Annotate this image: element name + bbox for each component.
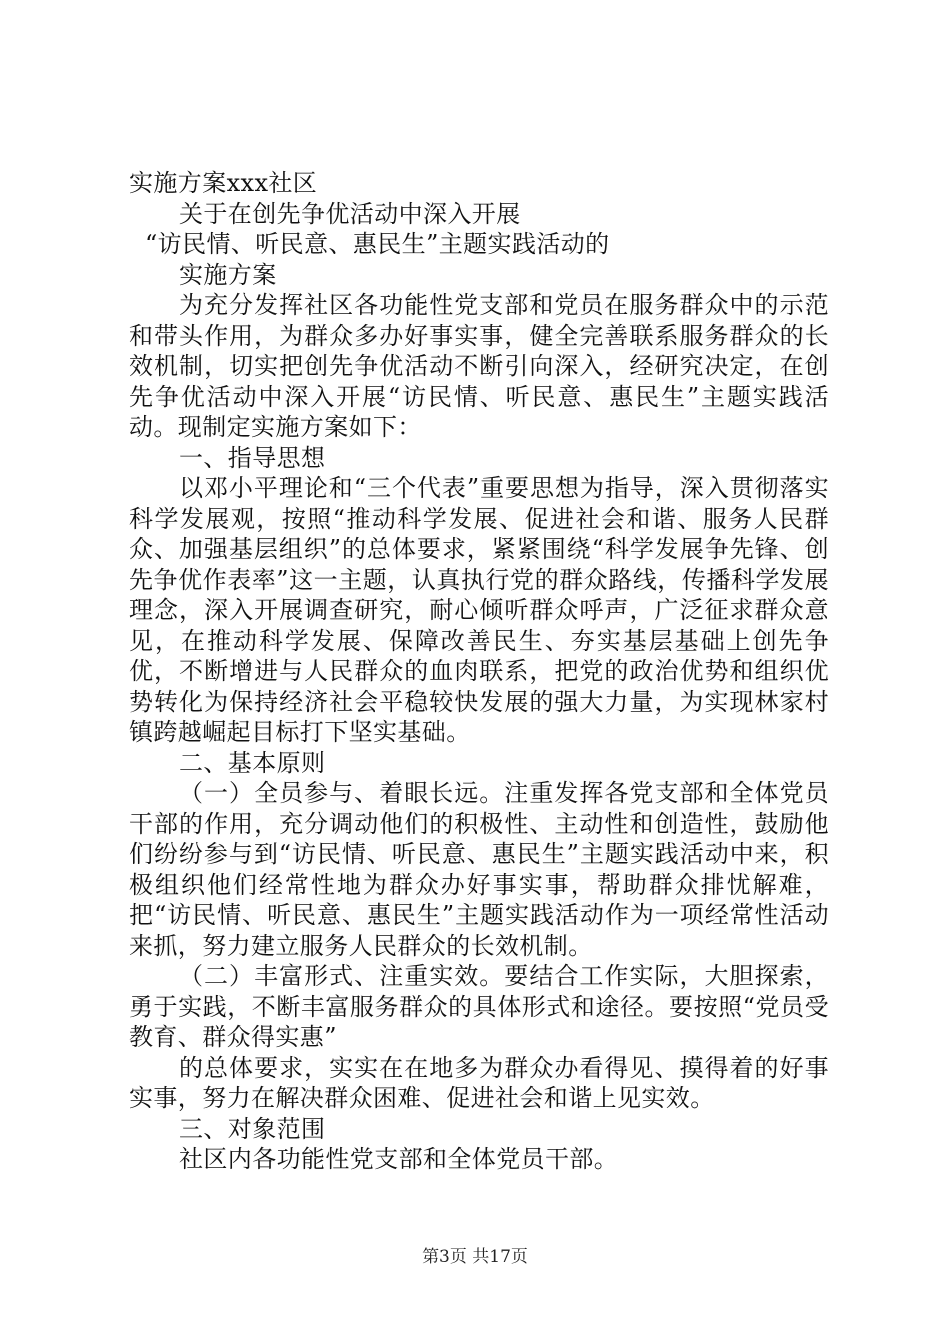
document-body [129, 168, 829, 1175]
title-line-1: 关于在创先争优活动中深入开展 [179, 199, 521, 228]
section-2-item-1: （一）全员参与、着眼长远。注重发挥各党支部和全体党员干部的作用，充分调动他们的积极性、主动性和创造性，鼓励他们纷纷参与到“访民情、听民意、惠民生”主题实践活动中来，积极组织他们经常性地为群众办好事实事，帮助群众排忧解难，把“访民情、听民意、惠民生”主题实践活动作为一项经常性活动来抓，努力建立服务人民群众的长效机制。 [129, 779, 829, 960]
document-label: 实施方案xxx社区 [129, 169, 318, 197]
section-2-item-2-continued: 的总体要求，实实在在地多为群众办看得见、摸得着的好事实事，努力在解决群众困难、促进社会和谐上见实效。 [129, 1053, 829, 1112]
section-3-paragraph: 社区内各功能性党支部和全体党员干部。 [179, 1145, 619, 1173]
section-2-heading: 二、基本原则 [179, 748, 326, 777]
section-3-heading: 三、对象范围 [179, 1114, 326, 1143]
page-number-footer: 第3页 共17页 [422, 1247, 528, 1267]
section-1-paragraph: 以邓小平理论和“三个代表”重要思想为指导，深入贯彻落实科学发展观，按照“推动科学发展、促进社会和谐、服务人民群众、加强基层组织”的总体要求，紧紧围绕“科学发展争先锋、创先争优作表率”这一主题，认真执行党的群众路线，传播科学发展理念，深入开展调查研究，耐心倾听群众呼声，广泛征求群众意见，在推动科学发展、保障改善民生、夯实基层基础上创先争优，不断增进与人民群众的血肉联系，把党的政治优势和组织优势转化为保持经济社会平稳较快发展的强大力量，为实现林家村镇跨越崛起目标打下坚实基础。 [129, 474, 829, 746]
title-line-3: 实施方案 [179, 260, 277, 289]
intro-paragraph: 为充分发挥社区各功能性党支部和党员在服务群众中的示范和带头作用，为群众多办好事实事，健全完善联系服务群众的长效机制，切实把创先争优活动不断引向深入，经研究决定，在创先争优活动中深入开展“访民情、听民意、惠民生”主题实践活动。现制定实施方案如下： [129, 291, 829, 441]
title-line-2: “访民情、听民意、惠民生”主题实践活动的 [145, 230, 610, 258]
section-1-heading: 一、指导思想 [179, 443, 326, 472]
section-2-item-2: （二）丰富形式、注重实效。要结合工作实际，大胆探索，勇于实践，不断丰富服务群众的具体形式和途径。要按照“党员受教育、群众得实惠” [129, 962, 829, 1051]
